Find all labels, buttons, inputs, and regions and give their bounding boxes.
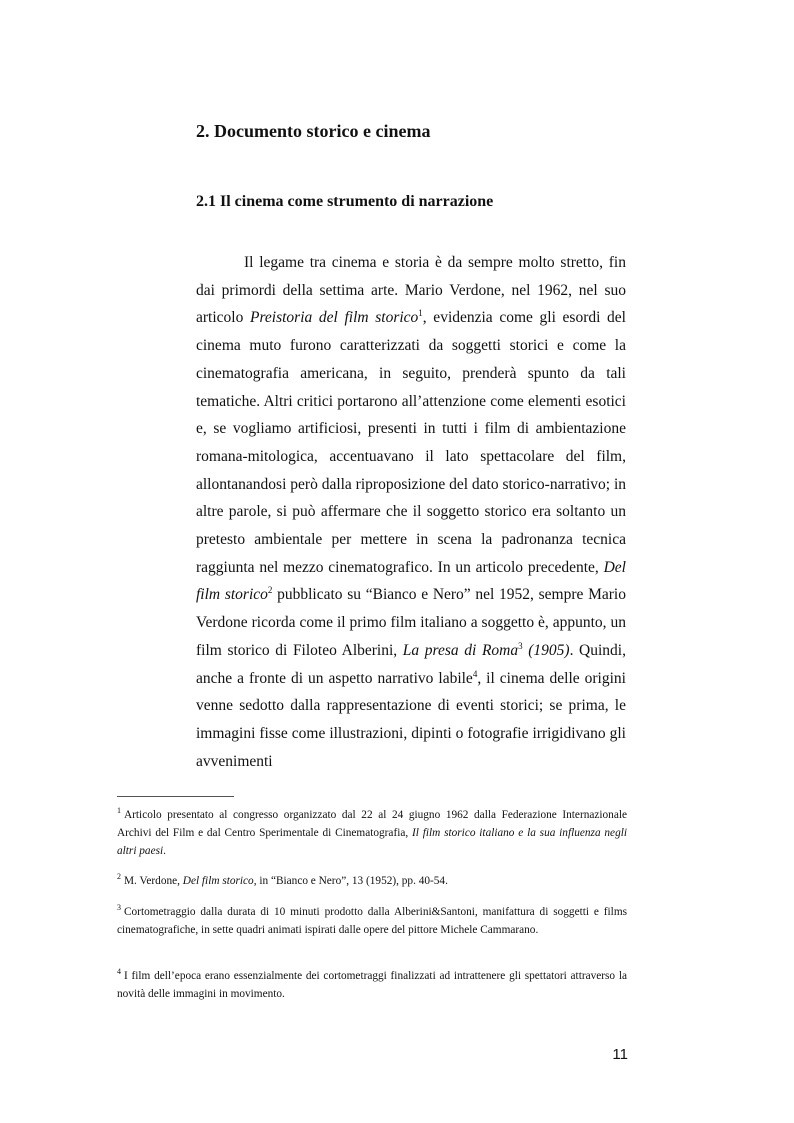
footnote-text: I film dell’epoca erano essenzialmente dei cortometraggi finalizzati ad intrattenere gli spettatori attraverso la novità delle immagini in movimento. bbox=[117, 970, 627, 1000]
section-title: 2.1 Il cinema come strumento di narrazione bbox=[196, 193, 494, 210]
footnote-text: Articolo presentato al congresso organizzato dal 22 al 24 giugno 1962 dalla Federazione Internazionale Archivi del Film e dal Centro Sperimentale di Cinematografia, bbox=[117, 809, 627, 839]
chapter-title: 2. Documento storico e cinema bbox=[196, 121, 431, 141]
body-paragraph bbox=[196, 249, 626, 775]
footnote-4 bbox=[117, 967, 627, 1003]
paragraph-text-3: pubblicato su “Bianco e Nero” nel 1952, sempre Mario Verdone ricorda come il primo film italiano a soggetto è, appunto, un film storico di Filoteo Alberini, bbox=[196, 586, 626, 659]
footnote-ref-3[interactable]: 3 bbox=[518, 640, 523, 651]
footnote-ref-2[interactable]: 2 bbox=[267, 585, 273, 596]
footnote-number: 1 bbox=[117, 806, 121, 816]
footnote-ref-1[interactable]: 1 bbox=[418, 308, 423, 319]
work-title-la-presa-di-roma: La presa di Roma bbox=[402, 641, 519, 659]
footnote-2 bbox=[117, 872, 627, 890]
footnote-tail: , in “Bianco e Nero”, 13 (1952), pp. 40-54. bbox=[253, 875, 448, 887]
footnote-separator bbox=[117, 796, 234, 797]
footnote-tail: . bbox=[163, 845, 166, 857]
footnote-3 bbox=[117, 903, 627, 939]
footnote-ref-4[interactable]: 4 bbox=[472, 668, 478, 679]
footnote-number: 4 bbox=[117, 967, 121, 977]
footnote-work-title: Il film storico italiano e la sua influenza negli altri paesi bbox=[117, 827, 627, 857]
footnote-number: 3 bbox=[117, 903, 121, 913]
footnote-text: Cortometraggio dalla durata di 10 minuti prodotto dalla Alberini&Santoni, manifattura di soggetti e films cinematografiche, in sette quadri animati ispirati dalle opere del pittore Michele Cammarano. bbox=[117, 906, 627, 936]
work-title-preistoria: Preistoria del film storico bbox=[249, 309, 419, 327]
footnote-work-title: Del film storico bbox=[182, 875, 254, 887]
paragraph-text-5: , il cinema delle origini venne sedotto dalla rappresentazione di eventi storici; se prima, le immagini fisse come illustrazioni, dipinti o fotografie irrigidivano gli avvenimenti bbox=[196, 669, 626, 770]
paragraph-text-2: , evidenzia come gli esordi del cinema muto furono caratterizzati da soggetti storici e come la cinematografia americana, in seguito, prenderà spunto da tali tematiche. Altri critici portarono all’attenzione come elementi esotici e, se vogliamo artificiosi, presenti in tutti i film di ambientazione romana-mitologica, accentuavano il lato spettacolare del film, allontanandosi però dalla riproposizione del dato storico-narrativo; in altre parole, si può affermare che il soggetto storico era soltanto un pretesto ambientale per mettere in scena la padronanza tecnica raggiunta nel mezzo cinematografico. In un articolo precedente, bbox=[196, 309, 626, 576]
work-year: (1905) bbox=[522, 641, 570, 659]
paragraph-text-1: Il legame tra cinema e storia è da sempre molto stretto, fin dai primordi della settima arte. Mario Verdone, nel 1962, nel suo articolo bbox=[196, 254, 626, 327]
footnote-number: 2 bbox=[117, 872, 121, 882]
footnote-1 bbox=[117, 806, 627, 860]
footnote-text: M. Verdone, bbox=[124, 875, 183, 887]
work-title-del-film-storico: Del film storico bbox=[196, 558, 626, 604]
paragraph-text-4: . Quindi, anche a fronte di un aspetto narrativo labile bbox=[196, 641, 626, 687]
page-number: 11 bbox=[612, 1046, 628, 1063]
